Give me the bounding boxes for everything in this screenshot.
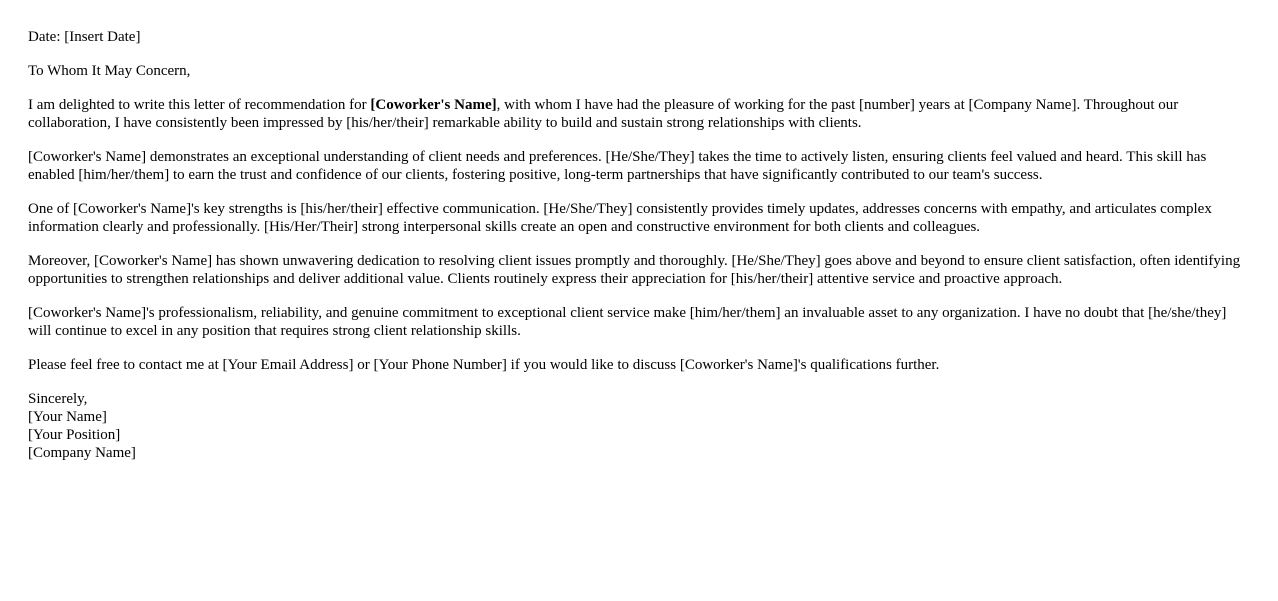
recommendation-letter: [28, 28, 1253, 462]
letter-closing: Sincerely,: [28, 391, 88, 407]
letter-paragraph-contact: Please feel free to contact me at [Your Email Address] or [Your Phone Number] if you would like to discuss [Coworker's Name]'s qualifications further.: [28, 357, 940, 373]
signature-name: [Your Name]: [28, 409, 107, 425]
letter-paragraph-professionalism: [Coworker's Name]'s professionalism, reliability, and genuine commitment to exceptional client service make [him/her/them] an invaluable asset to any organization. I have no doubt that [he/she/they] will continue to excel in any position that requires strong client relationship skills.: [28, 305, 1227, 339]
letter-paragraph-communication: One of [Coworker's Name]'s key strengths is [his/her/their] effective communication. [He/She/They] consistently provides timely updates, addresses concerns with empathy, and articulates complex information clearly and professionally. [His/Her/Their] strong interpersonal skills create an open and constructive environment for both clients and colleagues.: [28, 201, 1212, 235]
signature-company: [Company Name]: [28, 445, 136, 461]
letter-paragraph-understanding: [Coworker's Name] demonstrates an exceptional understanding of client needs and preferences. [He/She/They] takes the time to actively listen, ensuring clients feel valued and heard. This skill has enabled [him/her/them] to earn the trust and confidence of our clients, fostering positive, long-term partnerships that have significantly contributed to our team's success.: [28, 149, 1207, 183]
letter-paragraph-intro: [28, 96, 1253, 132]
coworker-name-bold: [Coworker's Name]: [370, 97, 497, 113]
letter-salutation: To Whom It May Concern,: [28, 63, 191, 79]
intro-text-start: I am delighted to write this letter of recommendation for: [28, 97, 371, 113]
intro-text-end: , with whom I have had the pleasure of working for the past [number] years at [Company Name]. Throughout our collaboration, I have consistently been impressed by [his/her/their] remarkable ability to build and sustain strong relationships with clients.: [28, 97, 1179, 131]
signature-block: [28, 390, 1253, 462]
letter-paragraph-dedication: Moreover, [Coworker's Name] has shown unwavering dedication to resolving client issues promptly and thoroughly. [He/She/They] goes above and beyond to ensure client satisfaction, often identifying opportunities to strengthen relationships and deliver additional value. Clients routinely express their appreciation for [his/her/their] attentive service and proactive approach.: [28, 253, 1241, 287]
letter-date: Date: [Insert Date]: [28, 29, 141, 45]
signature-position: [Your Position]: [28, 427, 121, 443]
